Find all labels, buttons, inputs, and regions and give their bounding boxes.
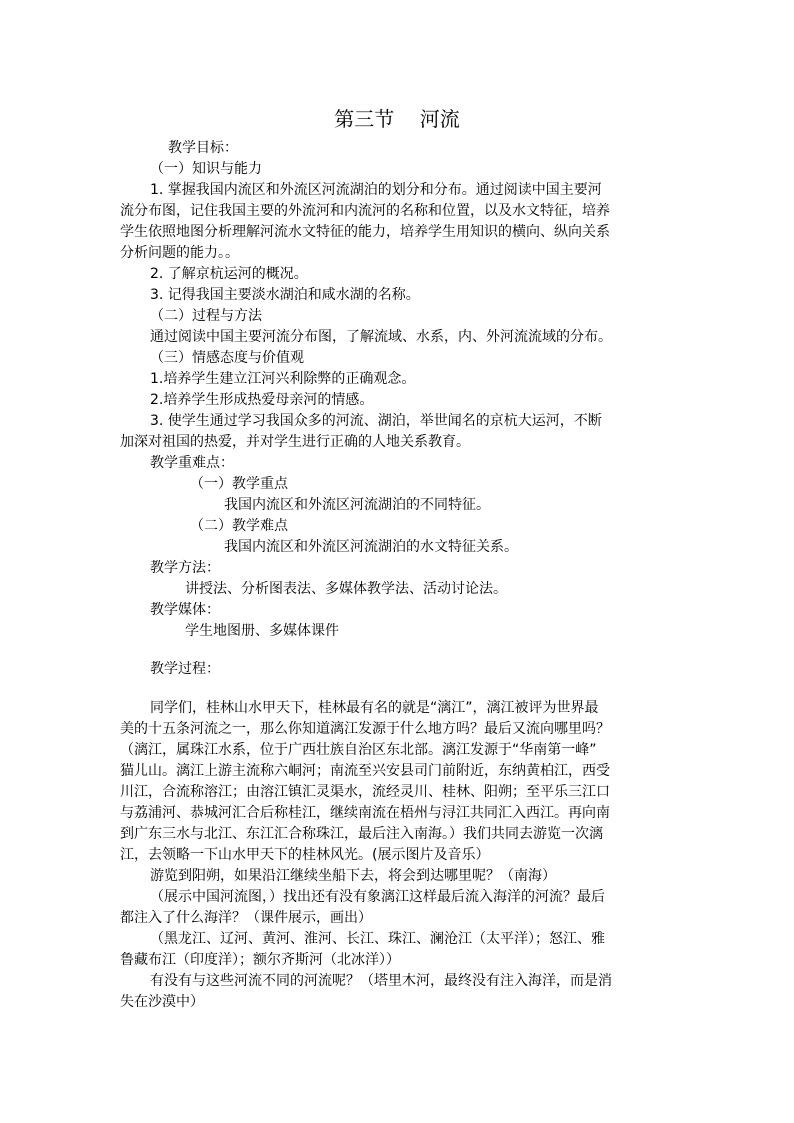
paragraph-line: 江，去领略一下山水甲天下的桂林风光。(展示图片及音乐） (120, 847, 490, 863)
paragraph-line: 都注入了什么海洋？（课件展示，画出） (120, 910, 372, 926)
paragraph-line: 有没有与这些河流不同的河流呢？（塔里木河，最终没有注入海洋，而是消 (150, 973, 612, 989)
section-heading-attitude: （三）情感态度与价值观 (150, 350, 304, 366)
paragraph-line: 1. 掌握我国内流区和外流区河流湖泊的划分和分布。通过阅读中国主要河 (150, 182, 602, 198)
paragraph-line: 同学们，桂林山水甲天下，桂林最有名的就是“漓江”，漓江被评为世界最 (150, 700, 599, 716)
keypoints-heading: 教学重难点： (150, 455, 234, 471)
list-item: 1.培养学生建立江河兴利除弊的正确观念。 (150, 371, 416, 387)
paragraph-line: 通过阅读中国主要河流分布图，了解流域、水系，内、外河流流域的分布。 (150, 329, 612, 345)
list-item: 3. 记得我国主要淡水湖泊和咸水湖的名称。 (150, 287, 420, 303)
paragraph-line: （黑龙江、辽河、黄河、淮河、长江、珠江、澜沧江（太平洋）；怒江、雅 (150, 931, 605, 947)
media-heading: 教学媒体： (150, 602, 220, 618)
paragraph-line: （展示中国河流图，）找出还有没有象漓江这样最后流入海洋的河流？最后 (150, 889, 605, 905)
methods-text: 讲授法、分析图表法、多媒体教学法、活动讨论法。 (185, 581, 507, 597)
section-heading-knowledge: （一）知识与能力 (150, 161, 262, 177)
difficulty-text: 我国内流区和外流区河流湖泊的水文特征关系。 (224, 539, 518, 555)
objectives-heading: 教学目标： (168, 140, 238, 156)
difficulty-heading: （二）教学难点 (190, 518, 288, 534)
paragraph-line: 学生依照地图分析理解河流水文特征的能力，培养学生用知识的横向、纵向关系 (120, 224, 610, 240)
list-item: 2. 了解京杭运河的概况。 (150, 266, 308, 282)
paragraph-line: 到广东三水与北江、东江汇合称珠江，最后注入南海。）我们共同去游览一次漓 (120, 826, 603, 842)
list-item: 2.培养学生形成热爱母亲河的情感。 (150, 392, 374, 408)
paragraph-line: 猫儿山。漓江上游主流称六峒河；南流至兴安县司门前附近，东纳黄柏江，西受 (120, 763, 610, 779)
media-text: 学生地图册、多媒体课件 (185, 623, 339, 639)
paragraph-line: 3. 使学生通过学习我国众多的河流、湖泊，举世闻名的京杭大运河，不断 (150, 413, 602, 429)
methods-heading: 教学方法： (150, 560, 220, 576)
paragraph-line: 游览到阳朔，如果沿江继续坐船下去，将会到达哪里呢？（南海） (150, 868, 556, 884)
paragraph-line: 失在沙漠中） (120, 994, 204, 1010)
paragraph-line: 川江，合流称溶江；由溶江镇汇灵渠水，流经灵川、桂林、阳朔；至平乐三江口 (120, 784, 610, 800)
paragraph-line: （漓江，属珠江水系，位于广西壮族自治区东北部。漓江发源于“华南第一峰” (120, 742, 597, 758)
paragraph-line: 与荔浦河、恭城河汇合后称桂江，继续南流在梧州与浔江共同汇入西江。再向南 (120, 805, 610, 821)
paragraph-line: 分析问题的能力。。 (120, 245, 239, 261)
paragraph-line: 流分布图，记住我国主要的外流河和内流河的名称和位置，以及水文特征，培养 (120, 203, 610, 219)
page-title: 第三节 河流 (334, 107, 460, 131)
paragraph-line: 美的十五条河流之一，那么你知道漓江发源于什么地方吗？最后又流向哪里吗？ (120, 721, 610, 737)
section-heading-process: （二）过程与方法 (150, 308, 262, 324)
paragraph-line: 鲁藏布江（印度洋）；额尔齐斯河（北冰洋）） (120, 952, 400, 968)
focus-text: 我国内流区和外流区河流湖泊的不同特征。 (224, 497, 490, 513)
focus-heading: （一）教学重点 (190, 476, 288, 492)
process-heading: 教学过程： (150, 661, 220, 677)
paragraph-line: 加深对祖国的热爱，并对学生进行正确的人地关系教育。 (120, 434, 470, 450)
